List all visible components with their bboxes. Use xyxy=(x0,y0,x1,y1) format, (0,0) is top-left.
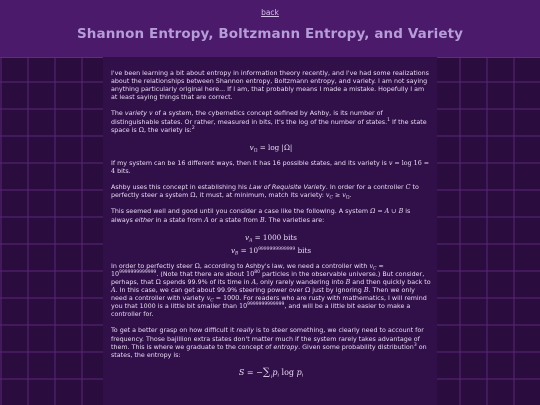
math-rhs: = log |Ω| xyxy=(257,142,293,152)
text: , the variety is: xyxy=(143,126,192,134)
math-log: log xyxy=(278,367,297,377)
page-header xyxy=(0,0,540,58)
math-v: v xyxy=(249,142,254,152)
math-omega: Ω xyxy=(155,278,161,286)
text: . In order for a controller xyxy=(325,184,406,192)
math-omega: Ω xyxy=(305,286,311,294)
text: just by ignoring xyxy=(310,286,364,294)
math-a: A xyxy=(251,278,257,286)
math-rhs: = 10 xyxy=(238,245,259,255)
emphasis-law: Law of Requisite Variety xyxy=(249,184,326,192)
article-content xyxy=(111,70,431,382)
paragraph-entropy-intro xyxy=(111,327,431,359)
text: If my system can be 16 different ways, then it has 16 possible states, and its variety is xyxy=(111,159,389,167)
text: , it must, at minimum, match its variety: xyxy=(195,192,326,200)
math-unit: bits xyxy=(295,245,312,255)
math-v: v xyxy=(245,232,250,242)
text: spends 99.9% of its time in xyxy=(160,278,252,286)
back-link[interactable]: back xyxy=(261,8,279,17)
math-v: v xyxy=(325,192,330,200)
footnote-ref-1[interactable]: 1 xyxy=(387,117,390,123)
text: or a state from xyxy=(208,216,260,224)
math-v: v xyxy=(230,245,235,255)
text: To get a better grasp on how difficult it xyxy=(111,327,237,335)
math-v: v xyxy=(149,110,153,118)
math-subscript: i xyxy=(301,373,304,379)
text: , only rarely wandering into xyxy=(256,278,346,286)
text: . The varieties are: xyxy=(264,216,325,224)
math-omega: Ω xyxy=(194,262,200,270)
math-ten: 10 xyxy=(239,303,248,311)
math-subscript: Ω xyxy=(253,148,258,154)
text: , according to Ashby's law, we need a controller with xyxy=(199,262,370,270)
text: . For readers who are rusty with mathematics, I will remind you that 1000 is a little bit smaller than xyxy=(111,295,427,311)
paragraph-variety-definition xyxy=(111,110,431,134)
equation-variety xyxy=(111,143,431,152)
text: is to steer something, we clearly need to account for frequency. Those bajillion extra states don't matter much if the system rarely takes advantage of them. This is where we graduate to the concept of xyxy=(111,327,424,351)
text: . Then we only need a controller with variety xyxy=(111,286,415,303)
math-exponent: 80 xyxy=(254,269,260,275)
emphasis-either: either xyxy=(134,216,154,224)
math-omega: Ω xyxy=(138,126,144,134)
footnote-ref-3[interactable]: 3 xyxy=(413,342,417,348)
math-lhs: S = − xyxy=(238,367,263,377)
text: on states, the entropy is: xyxy=(111,343,427,359)
text: , and will be a little bit easier to make a controller for. xyxy=(111,303,411,319)
text: bits. xyxy=(115,167,131,175)
text: . xyxy=(349,192,352,200)
text: of a system, the cybernetics concept defined by Ashby, is its number of distinguishable states. Or rather, measured in bits, it's the log of the number of states. xyxy=(111,110,388,126)
emphasis-really: really xyxy=(236,327,255,335)
paragraph-16-states xyxy=(111,160,431,176)
math-ten: 10 xyxy=(246,270,255,278)
equation-variety-a xyxy=(111,233,431,242)
text: is always xyxy=(111,208,411,224)
math-p: p xyxy=(296,367,302,377)
math-a: A xyxy=(111,286,116,294)
emphasis-variety: variety xyxy=(124,110,147,118)
footnote-ref-2[interactable]: 2 xyxy=(191,125,195,131)
paragraph-union-system xyxy=(111,208,431,224)
emphasis-entropy: entropy xyxy=(273,343,299,351)
math-v: v xyxy=(342,192,346,200)
math-omega: Ω xyxy=(190,192,196,200)
math-subscript: B xyxy=(235,251,239,257)
math-sum-index: i xyxy=(270,374,273,380)
text: . (Note that there are about xyxy=(156,270,247,278)
math-b: B xyxy=(345,278,351,286)
math-subscript: Ω xyxy=(345,195,350,201)
text: . In this case, we can get about 99.9% steering power over xyxy=(115,286,306,294)
math-v: v xyxy=(388,159,393,167)
math-sigma: ∑ xyxy=(262,366,270,378)
math-approx: ≈ 10 xyxy=(111,262,384,278)
math-subscript: i xyxy=(277,373,279,379)
text: Ashby uses this concept in establishing his xyxy=(111,184,250,192)
equation-entropy xyxy=(111,368,431,382)
text: If the state space is xyxy=(111,118,427,134)
text: to perfectly steer a system xyxy=(111,184,419,200)
math-b: B xyxy=(259,216,265,224)
math-v: v xyxy=(369,262,374,270)
math-p: p xyxy=(272,367,278,377)
text: The xyxy=(111,110,125,118)
page-title: Shannon Entropy, Boltzmann Entropy, and Variety xyxy=(76,26,464,42)
math-subscript: A xyxy=(249,238,253,244)
math-ge: ≥ xyxy=(332,192,343,200)
math-expr: = log 16 = 4 xyxy=(111,159,430,175)
math-v: v xyxy=(206,295,211,303)
math-subscript: C xyxy=(373,266,377,272)
text: This seemed well and good until you consider a case like the following. A system xyxy=(111,208,371,216)
math-c: C xyxy=(405,184,411,192)
math-exponent: 9999999999999 xyxy=(247,302,285,308)
math-exponent: 9999999999999 xyxy=(258,246,296,252)
equation-variety-b xyxy=(111,246,431,255)
text: In order to perfectly steer xyxy=(111,262,195,270)
paragraph-requisite-variety xyxy=(111,184,431,200)
math-expr: = 1000 xyxy=(213,295,240,303)
math-rhs: = 1000 bits xyxy=(252,232,297,242)
article-panel xyxy=(103,57,437,405)
paragraph-ashby-controller xyxy=(111,263,431,320)
math-union: Ω = A ∪ B xyxy=(370,208,404,216)
text: and then quickly back to xyxy=(350,278,431,286)
math-a: A xyxy=(204,216,209,224)
paragraph-intro: I've been learning a bit about entropy in information theory recently, and I've had some realizations about the relationships between Shannon entropy, Boltzmann entropy, and variety. I am not saying anything particularly original here... If I am, that probably means I made a mistake. Hopefully I am at least saying things that are correct. xyxy=(111,70,429,102)
math-subscript: C xyxy=(329,195,333,201)
math-b: B xyxy=(363,286,369,294)
text: . Given some probability distribution xyxy=(298,343,414,351)
text: in a state from xyxy=(153,216,205,224)
text: particles in the observable universe.) But consider, perhaps, that xyxy=(111,270,425,286)
math-subscript: C xyxy=(210,298,214,304)
math-exponent: 9999999999999 xyxy=(119,269,157,275)
